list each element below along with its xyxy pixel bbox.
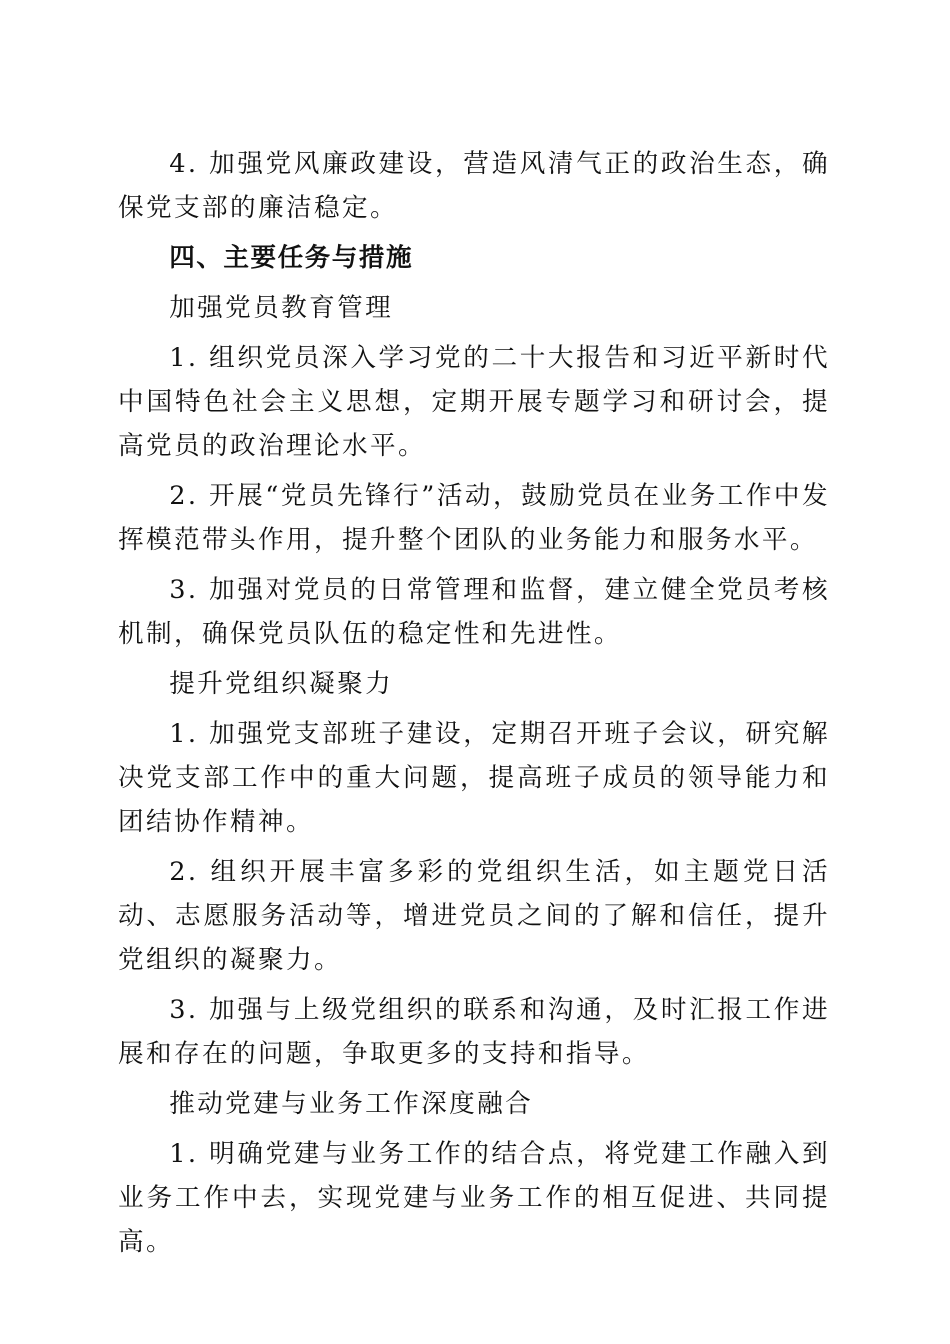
paragraph-integration-1: 1. 明确党建与业务工作的结合点，将党建工作融入到业务工作中去，实现党建与业务工作的相互促进、共同提高。 <box>118 1139 830 1257</box>
document-body <box>118 142 830 1264</box>
paragraph-education-1: 1. 组织党员深入学习党的二十大报告和习近平新时代中国特色社会主义思想，定期开展专题学习和研讨会，提高党员的政治理论水平。 <box>118 343 830 461</box>
paragraph-cohesion-2: 2. 组织开展丰富多彩的党组织生活，如主题党日活动、志愿服务活动等，增进党员之间的了解和信任，提升党组织的凝聚力。 <box>118 857 830 975</box>
subheading-party-education: 加强党员教育管理 <box>169 293 394 323</box>
paragraph-education-2: 2. 开展“党员先锋行”活动，鼓励党员在业务工作中发挥模范带头作用，提升整个团队的业务能力和服务水平。 <box>118 481 830 555</box>
subheading-integration: 推动党建与业务工作深度融合 <box>169 1089 534 1119</box>
paragraph-cohesion-3: 3. 加强与上级党组织的联系和沟通，及时汇报工作进展和存在的问题，争取更多的支持和指导。 <box>118 995 830 1069</box>
subheading-cohesion: 提升党组织凝聚力 <box>169 669 394 699</box>
paragraph-education-3: 3. 加强对党员的日常管理和监督，建立健全党员考核机制，确保党员队伍的稳定性和先进性。 <box>118 575 830 649</box>
paragraph-objective-4: 4. 加强党风廉政建设，营造风清气正的政治生态，确保党支部的廉洁稳定。 <box>118 149 830 223</box>
paragraph-cohesion-1: 1. 加强党支部班子建设，定期召开班子会议，研究解决党支部工作中的重大问题，提高班子成员的领导能力和团结协作精神。 <box>118 719 830 837</box>
section-heading: 四、主要任务与措施 <box>169 243 414 273</box>
